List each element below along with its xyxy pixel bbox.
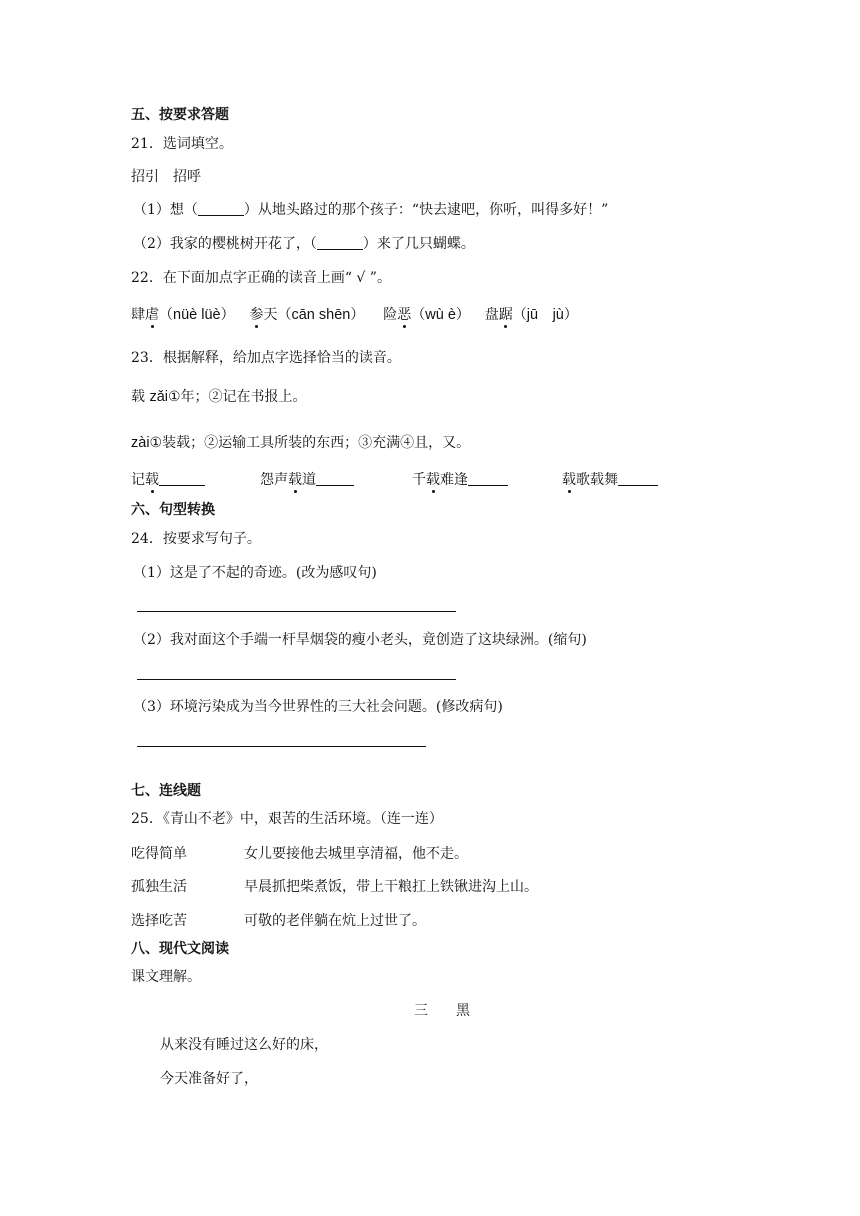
q24-item-2: （2）我对面这个手端一杆旱烟袋的瘦小老头，竟创造了这块绿洲。(缩句) — [133, 632, 587, 648]
fill-blank[interactable] — [468, 471, 508, 486]
q22-words — [131, 305, 578, 325]
section-heading-7: 七、连线题 — [131, 783, 201, 799]
q25-stem: 25．《青山不老》中，艰苦的生活环境。（连一连） — [131, 811, 443, 827]
q24-item-3: （3）环境污染成为当今世界性的三大社会问题。(修改病句) — [133, 699, 503, 715]
fill-blank[interactable] — [159, 471, 205, 486]
match-left-3[interactable]: 选择吃苦 — [131, 913, 187, 929]
section-heading-8: 八、现代文阅读 — [131, 941, 229, 957]
fill-blank[interactable] — [618, 471, 658, 486]
q23-item-2: 怨声载道 — [260, 470, 354, 490]
q22-word-1: 肆虐（nüè lüè） — [131, 307, 235, 323]
section-heading-6: 六、句型转换 — [131, 502, 215, 518]
q21-item-2-post: ）来了几只蝴蝶。 — [362, 236, 475, 252]
section-heading-5: 五、按要求答题 — [131, 107, 229, 123]
q22-word-3: 险恶（wù è） — [383, 307, 470, 323]
match-right-3[interactable]: 可敬的老伴躺在炕上过世了。 — [244, 913, 426, 929]
fill-blank[interactable] — [198, 201, 244, 216]
q23-definition-zai4: zài①装载；②运输工具所装的东西；③充满④且，又。 — [131, 435, 471, 451]
q21-item-1-pre: （1）想（ — [133, 202, 198, 218]
q21-options: 招引 招呼 — [131, 169, 201, 185]
q23-definition-zai3: 载 zǎi①年；②记在书报上。 — [131, 389, 307, 405]
q24-stem: 24．按要求写句子。 — [131, 531, 261, 547]
answer-line[interactable] — [137, 746, 426, 747]
fill-blank[interactable] — [317, 235, 363, 250]
q21-item-1-post: ）从地头路过的那个孩子：“快去逮吧，你听，叫得多好！” — [243, 202, 609, 218]
answer-line[interactable] — [137, 611, 456, 612]
q22-word-4: 盘踞（jū jù） — [484, 307, 578, 323]
pinyin-options[interactable]: nüè lüè — [173, 307, 221, 323]
reading-author: 三 黑 — [414, 1003, 470, 1019]
match-left-1[interactable]: 吃得简单 — [131, 846, 187, 862]
q21-item-1 — [133, 200, 608, 220]
q24-item-1: （1）这是了不起的奇迹。(改为感叹句) — [133, 565, 377, 581]
match-left-2[interactable]: 孤独生活 — [131, 879, 187, 895]
q21-item-2-pre: （2）我家的樱桃树开花了，（ — [133, 236, 317, 252]
q23-item-4: 载歌载舞 — [562, 470, 658, 490]
q23-item-1: 记载 — [131, 470, 205, 490]
q23-stem: 23．根据解释，给加点字选择恰当的读音。 — [131, 350, 401, 366]
q22-word-2: 参天（cān shēn） — [249, 307, 365, 323]
pinyin-options[interactable]: jū jù — [526, 307, 564, 323]
fill-blank[interactable] — [316, 471, 354, 486]
q22-stem: 22．在下面加点字正确的读音上画“ √ ”。 — [131, 270, 391, 286]
answer-line[interactable] — [137, 679, 456, 680]
q23-item-3: 千载难逢 — [412, 470, 508, 490]
reading-line-1: 从来没有睡过这么好的床， — [160, 1037, 328, 1053]
pinyin-options[interactable]: wù è — [425, 307, 456, 323]
q21-item-2 — [133, 234, 475, 254]
pinyin-options[interactable]: cān shēn — [291, 307, 351, 323]
reading-line-2: 今天准备好了， — [160, 1071, 258, 1087]
match-right-2[interactable]: 早晨抓把柴煮饭，带上干粮扛上铁锹进沟上山。 — [244, 879, 538, 895]
match-right-1[interactable]: 女儿要接他去城里享清福，他不走。 — [244, 846, 468, 862]
section-8-sub: 课文理解。 — [131, 969, 201, 985]
q21-stem: 21．选词填空。 — [131, 136, 233, 152]
